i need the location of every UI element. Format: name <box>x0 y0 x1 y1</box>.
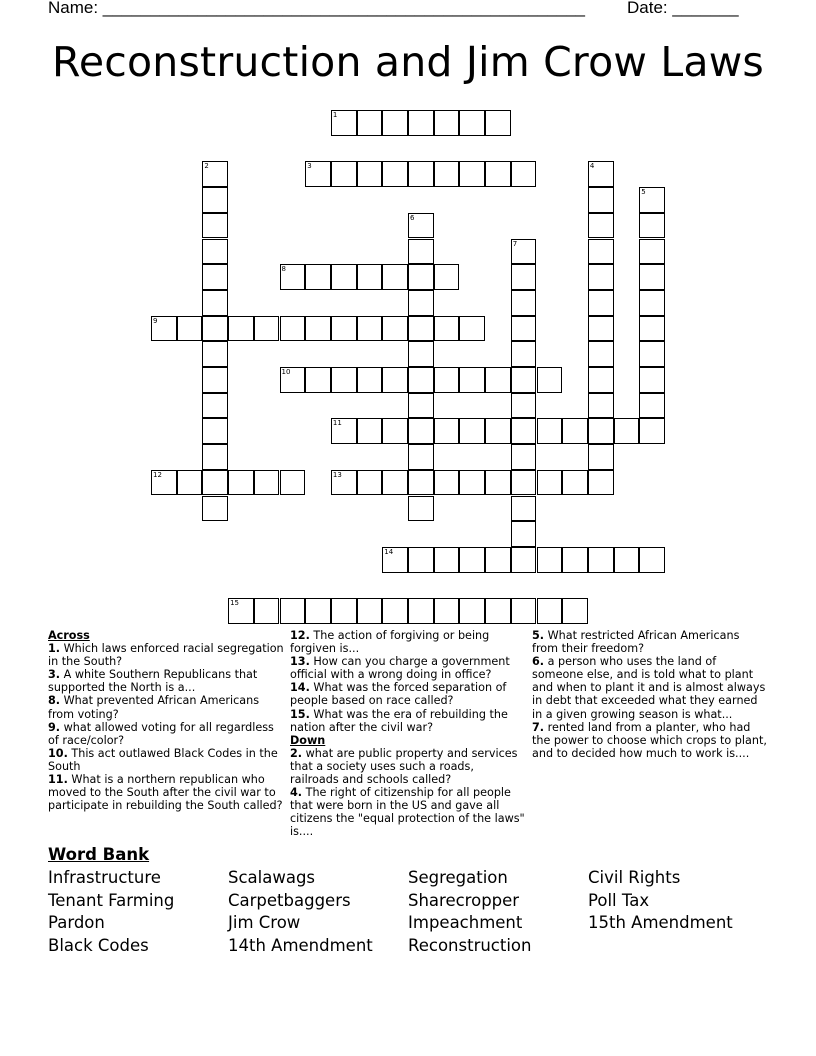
crossword-cell[interactable] <box>202 496 228 522</box>
clue-number: 2 <box>204 162 209 171</box>
crossword-cell[interactable] <box>434 470 460 496</box>
crossword-cell[interactable] <box>228 470 254 496</box>
crossword-cell[interactable] <box>331 264 357 290</box>
crossword-cell[interactable] <box>305 367 331 393</box>
crossword-cell[interactable] <box>511 393 537 419</box>
crossword-cell[interactable] <box>537 470 563 496</box>
word-bank-item: Tenant Farming <box>48 890 175 910</box>
clue-number: 14 <box>384 547 394 556</box>
crossword-cell[interactable] <box>382 161 408 187</box>
crossword-cell[interactable] <box>588 187 614 213</box>
crossword-cell[interactable] <box>331 161 357 187</box>
crossword-cell[interactable] <box>280 470 306 496</box>
crossword-cell[interactable] <box>588 161 614 187</box>
clue-across-8: 8. What prevented African Americans from voting? <box>48 694 260 721</box>
clue-number: 12 <box>153 470 162 479</box>
crossword-cell[interactable] <box>202 290 228 316</box>
crossword-cell[interactable] <box>614 418 640 444</box>
crossword-cell[interactable] <box>485 547 511 573</box>
crossword-cell[interactable] <box>537 547 563 573</box>
word-bank-title: Word Bank <box>48 845 150 864</box>
crossword-cell[interactable] <box>305 264 331 290</box>
crossword-cell[interactable] <box>280 316 306 342</box>
crossword-cell[interactable] <box>537 367 563 393</box>
crossword-cell[interactable] <box>382 470 408 496</box>
clue-across-13: 13. How can you charge a government official with a wrong doing in office? <box>290 655 510 682</box>
crossword-cell[interactable] <box>511 496 537 522</box>
crossword-cell[interactable] <box>511 161 537 187</box>
clue-across-9: 9. what allowed voting for all regardless of race/color? <box>48 720 274 747</box>
clue-number: 10 <box>281 368 291 376</box>
crossword-cell[interactable] <box>639 418 665 444</box>
crossword-cell[interactable] <box>459 367 485 393</box>
clue-number: 3 <box>307 162 312 171</box>
crossword-cell[interactable] <box>331 316 357 342</box>
crossword-cell[interactable] <box>305 598 331 624</box>
clue-number: 6 <box>410 213 415 222</box>
crossword-cell[interactable] <box>357 264 383 290</box>
crossword-cell[interactable] <box>331 418 357 444</box>
crossword-cell[interactable] <box>305 161 331 187</box>
crossword-cell[interactable] <box>485 110 511 136</box>
crossword-cell[interactable] <box>408 470 434 496</box>
crossword-cell[interactable] <box>434 418 460 444</box>
crossword-cell[interactable] <box>459 316 485 342</box>
crossword-cell[interactable] <box>228 598 254 624</box>
crossword-cell[interactable] <box>202 470 228 496</box>
crossword-cell[interactable] <box>151 316 177 342</box>
name-line[interactable]: Name: ___________________________________________________ <box>48 0 585 17</box>
word-bank-item: Scalawags <box>228 868 316 887</box>
clue-across-11: 11. What is a northern republican who moved to the South after the civil war to participate in rebuilding the South called? <box>48 773 283 813</box>
clues-column-1 <box>48 629 284 812</box>
crossword-cell[interactable] <box>562 598 588 624</box>
clue-number: 7 <box>512 239 518 248</box>
crossword-cell[interactable] <box>202 367 228 393</box>
crossword-cell[interactable] <box>614 547 640 573</box>
crossword-cell[interactable] <box>254 316 280 342</box>
crossword-cell[interactable] <box>331 367 357 393</box>
crossword-cell[interactable] <box>254 598 280 624</box>
clue-number: 11 <box>332 419 342 428</box>
crossword-cell[interactable] <box>408 393 434 419</box>
word-bank-item: Civil Rights <box>588 868 681 887</box>
crossword-cell[interactable] <box>588 444 614 470</box>
clue-across-12: 12. The action of forgiving or being forgiven is... <box>290 629 490 656</box>
crossword-cell[interactable] <box>511 316 537 342</box>
crossword-cell[interactable] <box>408 110 434 136</box>
crossword-cell[interactable] <box>588 547 614 573</box>
crossword-cell[interactable] <box>639 367 665 393</box>
word-bank-item: 14th Amendment <box>228 936 373 956</box>
crossword-cell[interactable] <box>382 418 408 444</box>
clue-across-14: 14. What was the forced separation of people based on race called? <box>290 681 507 708</box>
crossword-cell[interactable] <box>639 341 665 367</box>
crossword-cell[interactable] <box>331 598 357 624</box>
crossword-cell[interactable] <box>588 418 614 444</box>
crossword-cell[interactable] <box>408 598 434 624</box>
word-bank-item: Infrastructure <box>48 868 161 887</box>
date-line[interactable]: Date: _______ <box>627 0 739 17</box>
crossword-cell[interactable] <box>485 161 511 187</box>
word-bank-item: Carpetbaggers <box>228 890 351 910</box>
crossword-cell[interactable] <box>305 316 331 342</box>
crossword-cell[interactable] <box>485 470 511 496</box>
crossword-cell[interactable] <box>382 367 408 393</box>
crossword-cell[interactable] <box>408 290 434 316</box>
crossword-cell[interactable] <box>408 444 434 470</box>
crossword-cell[interactable] <box>202 393 228 419</box>
clues-column-3 <box>532 629 768 760</box>
crossword-cell[interactable] <box>382 598 408 624</box>
crossword-cell[interactable] <box>434 161 460 187</box>
crossword-cell[interactable] <box>228 316 254 342</box>
crossword-cell[interactable] <box>202 213 228 239</box>
crossword-cell[interactable] <box>639 213 665 239</box>
crossword-cell[interactable] <box>408 496 434 522</box>
crossword-cell[interactable] <box>202 341 228 367</box>
crossword-cell[interactable] <box>408 213 434 239</box>
crossword-cell[interactable] <box>511 341 537 367</box>
crossword-cell[interactable] <box>202 161 228 187</box>
word-bank-item: Black Codes <box>48 936 149 956</box>
crossword-cell[interactable] <box>639 239 665 265</box>
clue-down-4: 4. The right of citizenship for all people that were born in the US and gave all citizens the "equal protection of the laws" is.... <box>290 786 525 839</box>
crossword-cell[interactable] <box>511 239 537 265</box>
crossword-cell[interactable] <box>459 161 485 187</box>
crossword-cell[interactable] <box>382 264 408 290</box>
crossword-cell[interactable] <box>434 316 460 342</box>
crossword-cell[interactable] <box>588 290 614 316</box>
crossword-cell[interactable] <box>408 239 434 265</box>
crossword-cell[interactable] <box>588 213 614 239</box>
clue-across-1: 1. Which laws enforced racial segregation in the South? <box>48 642 284 669</box>
crossword-cell[interactable] <box>177 316 203 342</box>
clue-down-2: 2. what are public property and services that a society uses such a roads, railroads and schools called? <box>290 746 518 787</box>
clue-across-3: 3. A white Southern Republicans that supported the North is a... <box>48 668 258 695</box>
clue-number: 8 <box>281 265 286 274</box>
clue-number: 15 <box>230 599 240 608</box>
crossword-cell[interactable] <box>357 316 383 342</box>
crossword-cell[interactable] <box>382 316 408 342</box>
crossword-cell[interactable] <box>459 470 485 496</box>
crossword-cell[interactable] <box>485 418 511 444</box>
clue-down-5: 5. What restricted African Americans from their freedom? <box>532 629 740 656</box>
crossword-cell[interactable] <box>357 161 383 187</box>
crossword-cell[interactable] <box>177 470 203 496</box>
crossword-cell[interactable] <box>537 418 563 444</box>
word-bank-item: Poll Tax <box>588 890 650 910</box>
crossword-cell[interactable] <box>408 547 434 573</box>
crossword-cell[interactable] <box>459 547 485 573</box>
crossword-cell[interactable] <box>588 239 614 265</box>
crossword-cell[interactable] <box>537 598 563 624</box>
crossword-cell[interactable] <box>357 110 383 136</box>
crossword-cell[interactable] <box>408 367 434 393</box>
word-bank-item: Pardon <box>48 913 105 933</box>
crossword-cell[interactable] <box>280 598 306 624</box>
crossword-cell[interactable] <box>434 547 460 573</box>
crossword-cell[interactable] <box>382 110 408 136</box>
crossword-cell[interactable] <box>357 470 383 496</box>
down-heading: Down <box>290 733 326 747</box>
crossword-cell[interactable] <box>511 598 537 624</box>
crossword-cell[interactable] <box>434 367 460 393</box>
crossword-cell[interactable] <box>511 418 537 444</box>
crossword-cell[interactable] <box>588 393 614 419</box>
crossword-cell[interactable] <box>202 316 228 342</box>
clue-down-7: 7. rented land from a planter, who had the power to choose which crops to plant, and to decided how much to work is.... <box>532 720 767 760</box>
crossword-cell[interactable] <box>511 444 537 470</box>
crossword-cell[interactable] <box>280 264 306 290</box>
crossword-cell[interactable] <box>588 367 614 393</box>
crossword-cell[interactable] <box>408 264 434 290</box>
crossword-cell[interactable] <box>408 418 434 444</box>
crossword-cell[interactable] <box>202 264 228 290</box>
word-bank-item: 15th Amendment <box>588 913 733 933</box>
clues-column-2 <box>290 629 526 839</box>
clue-down-6: 6. a person who uses the land of someone else, and is told what to plant and when to plant it and is almost always in debt that exceeded what they earned in a given growing season is what... <box>532 655 766 721</box>
crossword-cell[interactable] <box>408 316 434 342</box>
crossword-cell[interactable] <box>459 110 485 136</box>
crossword-cell[interactable] <box>588 316 614 342</box>
crossword-cell[interactable] <box>511 547 537 573</box>
page-title: Reconstruction and Jim Crow Laws <box>52 38 764 86</box>
crossword-cell[interactable] <box>639 547 665 573</box>
crossword-cell[interactable] <box>639 316 665 342</box>
clue-number: 1 <box>332 111 338 119</box>
crossword-cell[interactable] <box>434 110 460 136</box>
crossword-cell[interactable] <box>511 367 537 393</box>
word-bank-item: Sharecropper <box>408 890 520 910</box>
crossword-cell[interactable] <box>408 341 434 367</box>
crossword-cell[interactable] <box>357 418 383 444</box>
crossword-cell[interactable] <box>434 264 460 290</box>
crossword-cell[interactable] <box>331 470 357 496</box>
crossword-cell[interactable] <box>202 187 228 213</box>
crossword-cell[interactable] <box>511 290 537 316</box>
crossword-cell[interactable] <box>511 264 537 290</box>
word-bank-item: Reconstruction <box>408 936 532 956</box>
crossword-cell[interactable] <box>511 521 537 547</box>
crossword-cell[interactable] <box>639 393 665 419</box>
across-heading: Across <box>48 629 90 642</box>
word-bank-item: Impeachment <box>408 913 523 933</box>
crossword-cell[interactable] <box>588 470 614 496</box>
crossword-cell[interactable] <box>588 264 614 290</box>
crossword-cell[interactable] <box>382 547 408 573</box>
crossword-cell[interactable] <box>459 598 485 624</box>
crossword-cell[interactable] <box>357 367 383 393</box>
clue-across-10: 10. This act outlawed Black Codes in the South <box>48 746 278 773</box>
crossword-cell[interactable] <box>639 290 665 316</box>
crossword-cell[interactable] <box>202 444 228 470</box>
crossword-cell[interactable] <box>254 470 280 496</box>
crossword-cell[interactable] <box>562 547 588 573</box>
crossword-cell[interactable] <box>485 598 511 624</box>
crossword-cell[interactable] <box>511 470 537 496</box>
crossword-cell[interactable] <box>562 418 588 444</box>
crossword-cell[interactable] <box>202 418 228 444</box>
crossword-cell[interactable] <box>485 367 511 393</box>
clue-number: 9 <box>153 316 158 325</box>
word-bank-item: Jim Crow <box>228 913 301 933</box>
crossword-cell[interactable] <box>459 418 485 444</box>
word-bank-item: Segregation <box>408 868 508 887</box>
crossword-cell[interactable] <box>639 187 665 213</box>
clue-across-15: 15. What was the era of rebuilding the nation after the civil war? <box>290 707 508 734</box>
crossword-cell[interactable] <box>357 598 383 624</box>
crossword-cell[interactable] <box>151 470 177 496</box>
crossword-cell[interactable] <box>202 239 228 265</box>
crossword-cell[interactable] <box>639 264 665 290</box>
crossword-cell[interactable] <box>588 341 614 367</box>
crossword-cell[interactable] <box>408 161 434 187</box>
crossword-cell[interactable] <box>562 470 588 496</box>
clue-number: 4 <box>589 162 595 171</box>
clue-number: 5 <box>641 188 646 197</box>
crossword-cell[interactable] <box>434 598 460 624</box>
crossword-cell[interactable] <box>280 367 306 393</box>
clue-number: 13 <box>332 470 342 479</box>
crossword-cell[interactable] <box>331 110 357 136</box>
